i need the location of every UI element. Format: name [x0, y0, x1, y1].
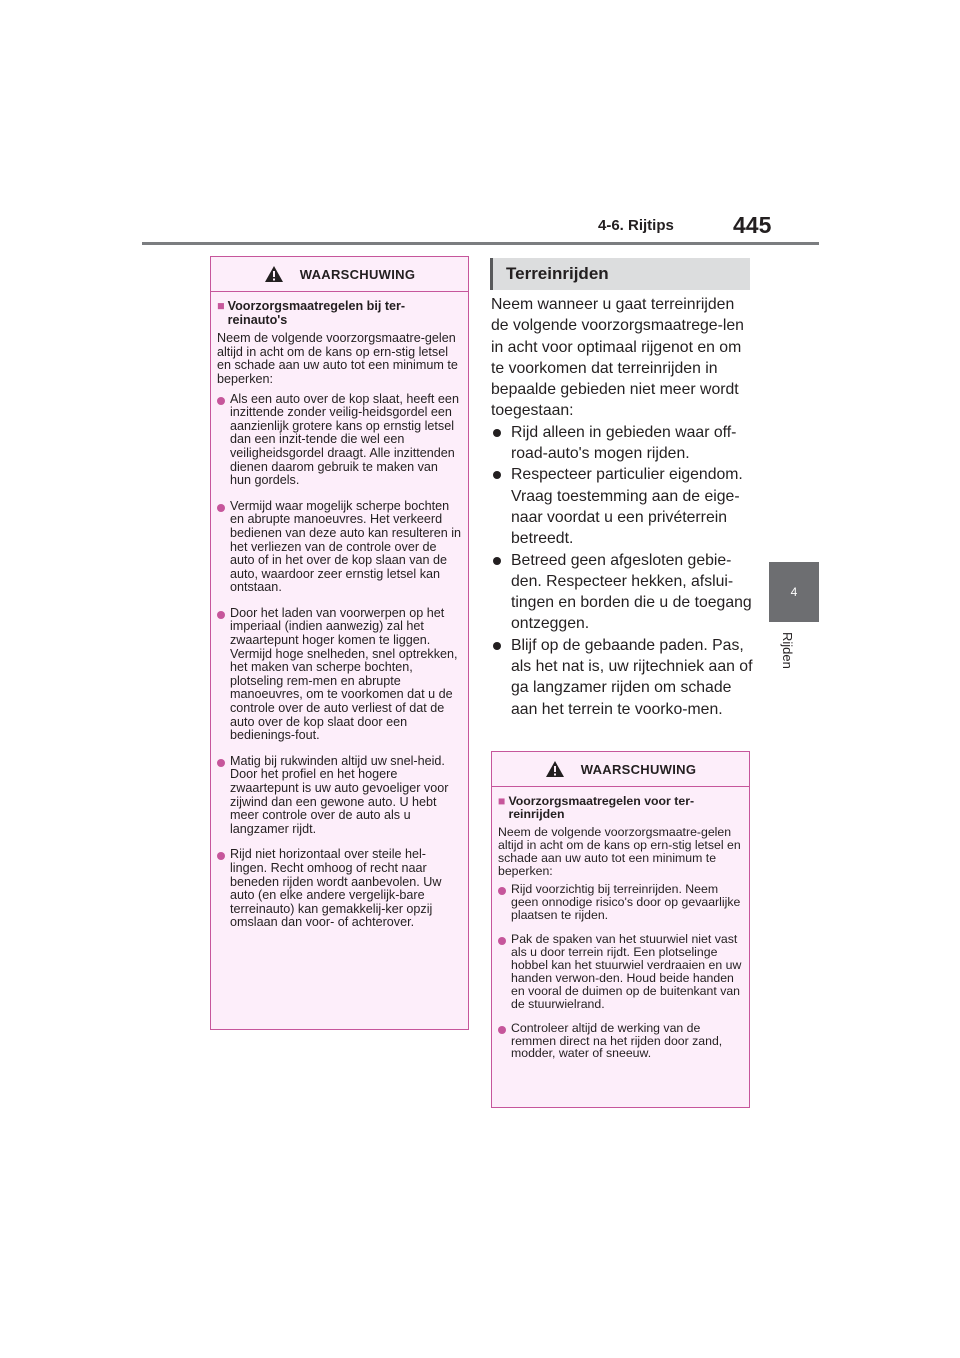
bullet-dot-icon [498, 887, 506, 895]
section-heading: Terreinrijden [490, 258, 750, 290]
warning-intro: Neem de volgende voorzorgsmaatre-gelen altijd in acht om de kans op ern-stig letsel en schade aan uw auto tot een minimum te beperken: [217, 331, 458, 386]
bullet-dot-icon [493, 642, 501, 650]
section-body [491, 294, 753, 720]
warning-intro: Neem de volgende voorzorgsmaatre-gelen altijd in acht om de kans op ern-stig letsel en schade aan uw auto tot een minimum te beperken: [498, 824, 741, 878]
warning-title-text: Voorzorgsmaatregelen bij ter-reinauto's [227, 299, 406, 327]
section-intro: Neem wanneer u gaat terreinrijden de volgende voorzorgsmaatrege-len in acht voor optimaal rijgenot en om te voorkomen dat terreinrijden in bepaalde gebieden niet meer wordt toegestaan: [491, 296, 744, 420]
bullet-dot-icon [493, 557, 501, 565]
section-label: 4-6. Rijtips [598, 217, 674, 234]
bullet-dot-icon [217, 504, 225, 512]
chapter-tab: 4 [769, 562, 819, 622]
bullet-dot-icon [493, 471, 501, 479]
warning-title-text: Voorzorgsmaatregelen voor ter-reinrijden [508, 794, 695, 821]
warning-item-text: Rijd voorzichtig bij terreinrijden. Neem geen onnodige risico's door op gevaarlijke plaatsen te rijden. [511, 882, 741, 923]
warning-item [498, 1022, 743, 1061]
list-item [491, 635, 753, 720]
bullet-dot-icon [217, 611, 225, 619]
list-item-text: Blijf op de gebaande paden. Pas, als het nat is, uw rijtechniek aan of ga langzamer rijden om schade aan het terrein te voorko-men. [511, 636, 753, 718]
bullet-dot-icon [493, 429, 501, 437]
list-item-text: Rijd alleen in gebieden waar off-road-auto's mogen rijden. [511, 423, 737, 463]
warning-item-text: Vermijd waar mogelijk scherpe bochten en abrupte manoeuvres. Het verkeerd bedienen van deze auto kan resulteren in het verliezen van de controle over de auto of in het over de kop slaan van de auto, waardoor zeer ernstig letsel kan ontstaan. [230, 498, 462, 595]
warning-item-text: Als een auto over de kop slaat, heeft een inzittende zonder veilig-heidsgordel een aanzienlijk grotere kans op ernstig letsel dan een inzit-tende die wel een veiligheidsgordel draagt. Alle inzittenden dienen daarom gebruik te maken van hun gordels. [230, 391, 459, 488]
warning-box-offroad-vehicles [210, 256, 469, 1030]
warning-item-text: Rijd niet horizontaal over steile hel-lingen. Recht omhoog of recht naar beneden rijden wordt aanbevolen. Uw auto (en elke andere vergelijk-bare terreinauto) kan gemakkelij-ker opzij omslaan dan voor- of achterover. [230, 847, 442, 930]
bullet-dot-icon [217, 397, 225, 405]
warning-item [217, 500, 462, 595]
warning-triangle-icon [264, 265, 284, 283]
warning-title [498, 795, 743, 821]
square-bullet-icon: ■ [217, 299, 225, 313]
page-number: 445 [733, 212, 772, 238]
warning-item-text: Controleer altijd de werking van de remmen direct na het rijden door zand, modder, water of sneeuw. [511, 1020, 723, 1061]
list-item-text: Respecteer particulier eigendom. Vraag toestemming aan de eige-naar voordat u een privéterrein betreedt. [511, 466, 743, 548]
bullet-dot-icon [217, 759, 225, 767]
warning-item [498, 933, 743, 1010]
warning-header [492, 752, 749, 787]
list-item [491, 464, 753, 549]
warning-triangle-icon [545, 760, 565, 778]
warning-header [211, 257, 468, 292]
warning-item [217, 393, 462, 488]
list-item [491, 422, 753, 465]
warning-heading: WAARSCHUWING [580, 761, 697, 777]
chapter-title: Rijden [780, 632, 795, 669]
warning-title [217, 300, 462, 327]
bullet-dot-icon [498, 937, 506, 945]
warning-item-text: Pak de spaken van het stuurwiel niet vast als u door terrein rijdt. Een plotselinge hobbel kan het stuurwiel verdraaien en uw handen verwon-den. Houd beide handen en vooral de duimen op de buitenkant van de stuurwielrand. [511, 932, 742, 1011]
warning-item [217, 755, 462, 837]
warning-box-offroad-driving [491, 751, 750, 1108]
bullet-dot-icon [498, 1026, 506, 1034]
warning-item [217, 848, 462, 930]
warning-item-text: Door het laden van voorwerpen op het imperiaal (indien aanwezig) zal het zwaartepunt hoger komen te liggen. Vermijd hoge snelheden, snel optrekken, het maken van scherpe bochten, plotseling rem-men en abrupte manoeuvres, om te voorkomen dat u de controle over de auto verliest of dat de auto over de kop slaat door een bedienings-fout. [230, 605, 458, 743]
warning-heading: WAARSCHUWING [299, 266, 416, 282]
warning-item-text: Matig bij rukwinden altijd uw snel-heid. Door het profiel en het hogere zwaartepunt is uw auto gevoeliger voor zijwind dan een gewone auto. U hebt meer controle over de auto als u langzamer rijdt. [230, 753, 449, 836]
bullet-dot-icon [217, 852, 225, 860]
list-item [491, 550, 753, 635]
square-bullet-icon: ■ [498, 794, 506, 808]
warning-item [217, 607, 462, 743]
warning-item [498, 883, 743, 922]
list-item-text: Betreed geen afgesloten gebie-den. Respecteer hekken, afslui-tingen en borden die u de toegang ontzeggen. [511, 551, 752, 633]
header-divider [142, 242, 819, 245]
